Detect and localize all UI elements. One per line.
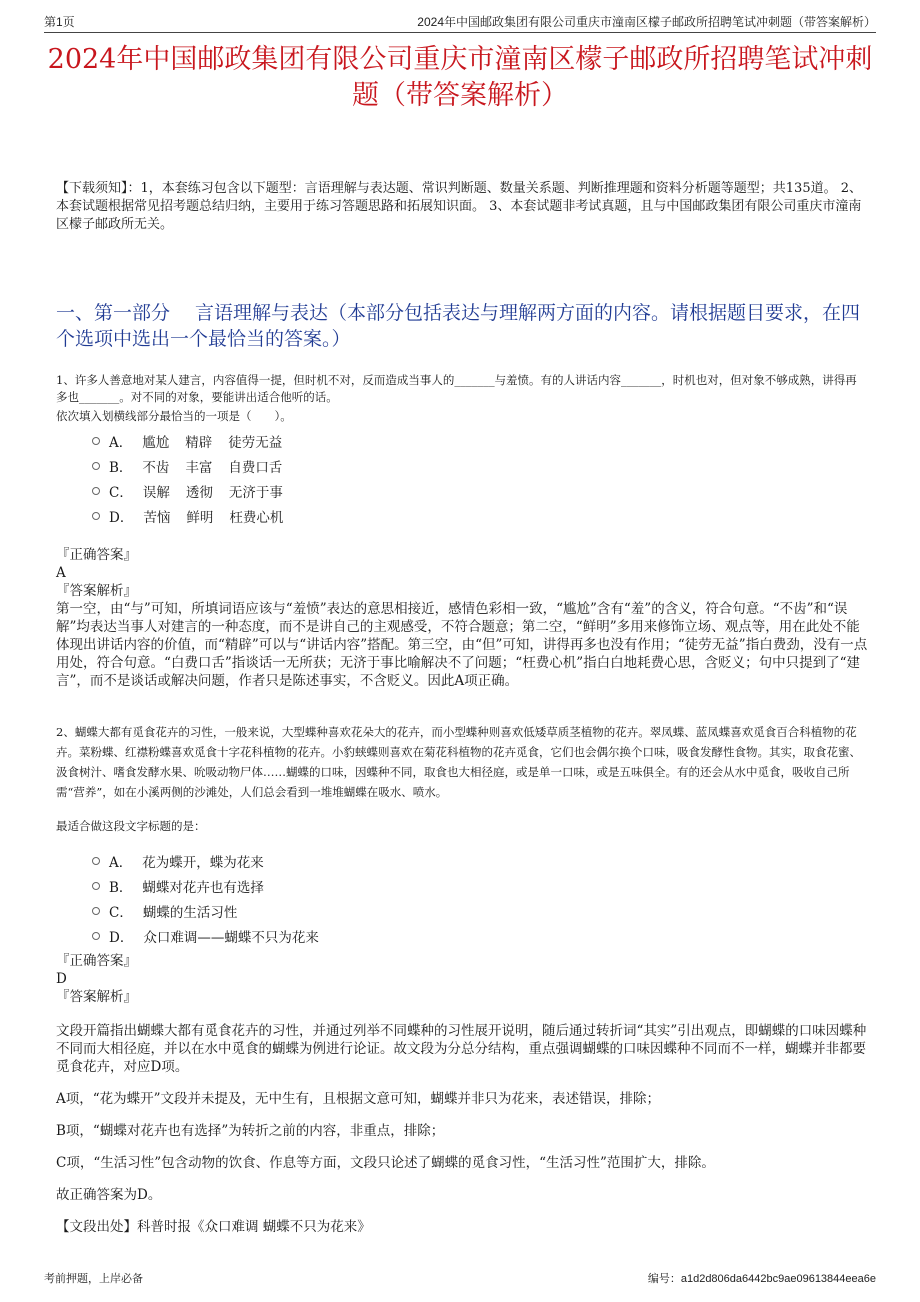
option-a[interactable]: A． 花为蝶开，蝶为花来 <box>92 848 319 873</box>
radio-icon[interactable] <box>92 907 100 915</box>
analysis-paragraph: A项，“花为蝶开”文段并未提及，无中生有，且根据文意可知，蝴蝶并非只为花来，表述错误，排除； <box>56 1091 661 1107</box>
radio-icon[interactable] <box>92 462 100 470</box>
question-2-stem: 2、蝴蝶大都有觅食花卉的习性，一般来说，大型蝶种喜欢花朵大的花卉，而小型蝶种则喜欢低矮草质茎植物的花卉。翠凤蝶、蓝凤蝶喜欢觅食百合科植物的花卉。菜粉蝶、红襟粉蝶喜欢觅食十字花科植物的花卉。小豹蛱蝶则喜欢在菊花科植物的花卉觅食，它们也会偶尔换个口味，吸食发酵性食物。其实，取食花蜜、汲食树汁、嗜食发酵水果、吮吸动物尸体……蝴蝶的口味，因蝶种不同，取食也大相径庭，或是单一口味，或是五味俱全。有的还会从水中觅食，吸收自己所需“营养”，如在小溪两侧的沙滩处，人们总会看到一堆堆蝴蝶在吸水、喷水。 <box>56 725 861 799</box>
answer-value: D <box>56 971 67 987</box>
option-d[interactable]: D． 众口难调——蝴蝶不只为花来 <box>92 923 319 948</box>
option-d[interactable]: D． 苦恼 鲜明 枉费心机 <box>92 503 283 528</box>
option-a[interactable]: A． 尴尬 精辟 徒劳无益 <box>92 428 283 453</box>
radio-icon[interactable] <box>92 437 100 445</box>
radio-icon[interactable] <box>92 512 100 520</box>
analysis-text: 第一空，由“与”可知，所填词语应该与“羞愤”表达的意思相接近，感情色彩相一致，“尴尬”含有“羞”的含义，符合句意。“不齿”和“误解”均表达当事人对建言的一种态度，而不是讲自己的主观感受，不符合题意；第二空，“鲜明”多用来修饰立场、观点等，用在此处不能体现出讲话内容的价值，而“精辟”可以与“讲话内容”搭配。第三空，由“但”可知，讲得再多也没有作用；“徒劳无益”指白费劲，没有一点用处，符合句意。“白费口舌”指谈话一无所获；无济于事比喻解决不了问题；“枉费心机”指白白地耗费心思，含贬义；句中只提到了“建言”，而不是谈话或解决问题，作者只是陈述事实，不含贬义。因此A项正确。 <box>56 601 868 689</box>
analysis-paragraph: C项，“生活习性”包含动物的饮食、作息等方面，文段只论述了蝴蝶的觅食习性，“生活习性”范围扩大，排除。 <box>56 1155 715 1171</box>
answer-label: 『正确答案』 <box>56 547 137 563</box>
analysis-paragraph: 故正确答案为D。 <box>56 1187 162 1203</box>
analysis-paragraph: 文段开篇指出蝴蝶大都有觅食花卉的习性，并通过列举不同蝶种的习性展开说明，随后通过转折词“其实”引出观点，即蝴蝶的口味因蝶种不同而大相径庭，并以在水中觅食的蝴蝶为例进行论证。故文段为分总分结构，重点强调蝴蝶的口味因蝶种不同而不一样，蝴蝶并非都要觅食花卉，对应D项。 <box>56 1023 867 1075</box>
document-title: 2024年中国邮政集团有限公司重庆市潼南区檬子邮政所招聘笔试冲刺题（带答案解析） <box>47 44 873 111</box>
radio-icon[interactable] <box>92 857 100 865</box>
passage-source: 【文段出处】科普时报《众口难调 蝴蝶不只为花来》 <box>56 1219 371 1235</box>
download-notice: 【下载须知】：1，本套练习包含以下题型：言语理解与表达题、常识判断题、数量关系题、判断推理题和资料分析题等题型；共135道。 2、本套试题根据常见招考题总结归纳，主要用于练习答题思路和拓展知识面。 3、本套试题非考试真题，且与中国邮政集团有限公司重庆市潼南区檬子邮政所无关。 <box>56 181 862 232</box>
answer-label: 『正确答案』 <box>56 953 137 969</box>
footer-slogan: 考前押题，上岸必备 <box>44 1273 143 1285</box>
section-heading: 一、第一部分 言语理解与表达（本部分包括表达与理解两方面的内容。请根据题目要求，在四个选项中选出一个最恰当的答案。） <box>56 302 861 350</box>
question-2-prompt: 最适合做这段文字标题的是： <box>56 819 206 833</box>
question-1-options <box>92 428 283 528</box>
option-b[interactable]: B． 不齿 丰富 自费口舌 <box>92 453 283 478</box>
radio-icon[interactable] <box>92 882 100 890</box>
question-2-options <box>92 848 319 948</box>
question-1-stem: 1、许多人善意地对某人建言，内容值得一提，但时机不对，反而造成当事人的_______与羞愤。有的人讲话内容_______，时机也对，但对象不够成熟，讲得再多也_______。对不同的对象，要能讲出适合他听的话。 <box>56 373 857 404</box>
radio-icon[interactable] <box>92 932 100 940</box>
question-2-answer-block <box>56 952 868 1006</box>
header-doc-title: 2024年中国邮政集团有限公司重庆市潼南区檬子邮政所招聘笔试冲刺题（带答案解析） <box>417 15 876 29</box>
question-1-answer-block <box>56 546 868 690</box>
option-c[interactable]: C． 误解 透彻 无济于事 <box>92 478 283 503</box>
page-number: 第1页 <box>44 15 75 29</box>
analysis-label: 『答案解析』 <box>56 989 137 1005</box>
question-2-analysis <box>56 1022 868 1236</box>
option-b[interactable]: B． 蝴蝶对花卉也有选择 <box>92 873 319 898</box>
page-footer <box>44 1270 876 1286</box>
question-1-prompt: 依次填入划横线部分最恰当的一项是（ ）。 <box>56 409 292 423</box>
page-header <box>44 10 876 33</box>
answer-value: A <box>56 565 66 581</box>
analysis-label: 『答案解析』 <box>56 583 137 599</box>
analysis-paragraph: B项，“蝴蝶对花卉也有选择”为转折之前的内容，非重点，排除； <box>56 1123 445 1139</box>
option-c[interactable]: C． 蝴蝶的生活习性 <box>92 898 319 923</box>
radio-icon[interactable] <box>92 487 100 495</box>
footer-doc-id: 编号：a1d2d806da6442bc9ae09613844eea6e <box>647 1273 876 1285</box>
